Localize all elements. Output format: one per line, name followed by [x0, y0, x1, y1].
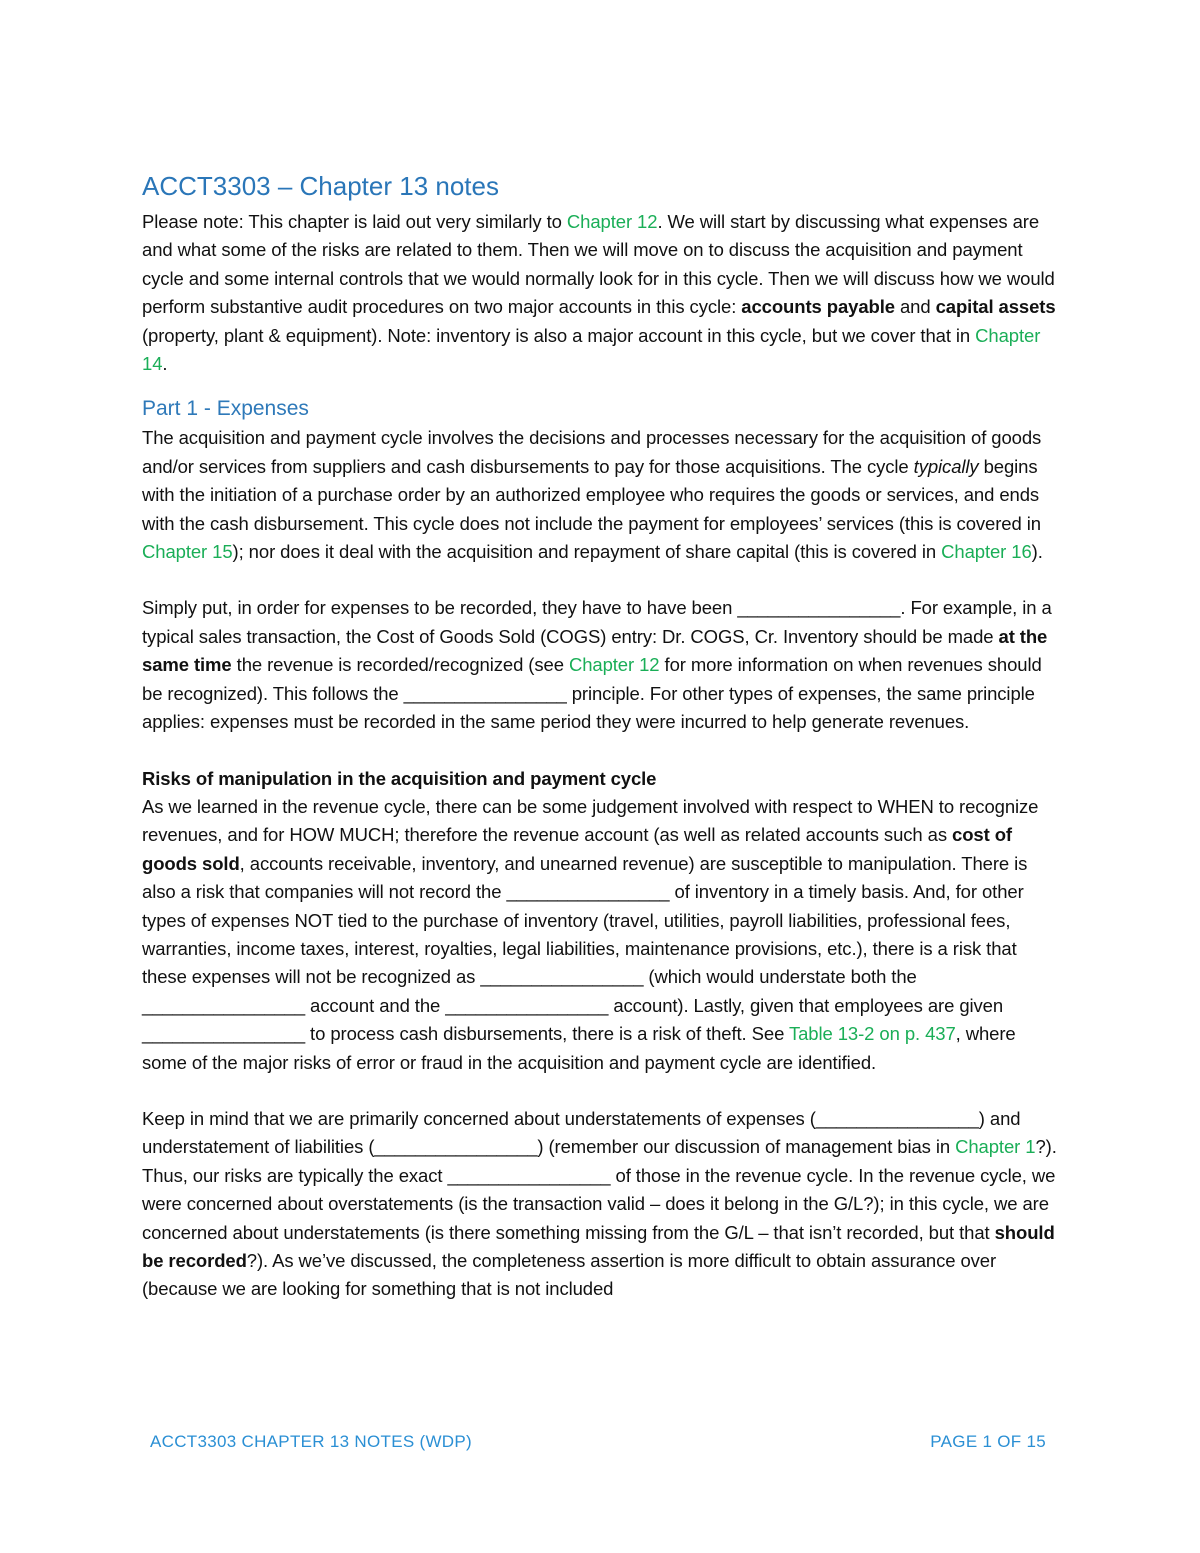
footer-document-title: ACCT3303 CHAPTER 13 NOTES (WDP) — [150, 1432, 472, 1451]
chapter-1-link[interactable]: Chapter 1 — [955, 1136, 1036, 1158]
text: Please note: This chapter is laid out very similarly to — [142, 211, 567, 232]
text: . We will start by discussing what expenses are and what some of the risks are related to them. Then we will move on to discuss the acquisition and payment cycle and some internal controls that we would normally look for in this cycle. Then we will discuss how we would perform substantive audit procedures on two major accounts in this cycle: — [142, 211, 1055, 318]
text: Simply put, in order for expenses to be recorded, they have to have been ________________. For example, in a typical sales transaction, the Cost of Goods Sold (COGS) entry: Dr. COGS, Cr. Inventory should be made — [142, 597, 1052, 647]
text: ?). As we’ve discussed, the completeness assertion is more difficult to obtain assurance over (because we are looking for something that is not included — [142, 1250, 997, 1300]
text: As we learned in the revenue cycle, there can be some judgement involved with respect to WHEN to recognize revenues, and for HOW MUCH; therefore the revenue account (as well as related accounts such as — [142, 795, 1039, 846]
page-content — [142, 168, 1062, 1304]
part-1-paragraph-2 — [142, 594, 1062, 736]
part-1-paragraph-1 — [142, 424, 1062, 566]
page-title: ACCT3303 – Chapter 13 notes — [142, 171, 499, 201]
text: ). — [1031, 541, 1043, 563]
bold-text: should be recorded — [142, 1221, 1055, 1271]
bold-text: at the same time — [142, 625, 1048, 676]
chapter-14-link[interactable]: Chapter 14 — [142, 324, 1041, 375]
text: the revenue is recorded/recognized (see — [231, 654, 569, 676]
part-1-heading: Part 1 - Expenses — [142, 397, 309, 421]
risks-heading: Risks of manipulation in the acquisition and payment cycle — [142, 767, 657, 789]
footer-page-number: PAGE 1 OF 15 — [930, 1432, 1046, 1451]
text: for more information on when revenues should be recognized). This follows the ________________ principle. For other types of expenses, the same principle applies: expenses must be recorded in the same period they were incurred to help generate revenues. — [142, 654, 1042, 733]
table-13-2-link[interactable]: Table 13-2 on p. 437 — [788, 1023, 956, 1045]
text: Keep in mind that we are primarily concerned about understatements of expenses (________________) and understatement of liabilities (________________) (remember our discussion of management bias in — [142, 1107, 1021, 1158]
chapter-16-link[interactable]: Chapter 16 — [941, 541, 1032, 563]
italic-text: typically — [913, 455, 979, 477]
chapter-12-link[interactable]: Chapter 12 — [568, 654, 660, 676]
risks-paragraph-2 — [142, 1105, 1062, 1304]
chapter-12-link[interactable]: Chapter 12 — [566, 211, 658, 232]
chapter-15-link[interactable]: Chapter 15 — [142, 541, 233, 563]
text: , accounts receivable, inventory, and unearned revenue) are susceptible to manipulation. There is also a risk that companies will not record the ________________ of inventory in a timely basis. And, for other types of expenses NOT tied to the purchase of inventory (travel, utilities, payroll liabilities, professional fees, warranties, income taxes, interest, royalties, legal liabilities, maintenance provisions, etc.), there is a risk that these expenses will not be recognized as ________________ (which would understate both the ________________ account and the ________________ account). Lastly, given that employees are given ________________ to process cash disbursements, there is a risk of theft. See — [142, 852, 1028, 1045]
bold-text: capital assets — [935, 296, 1056, 318]
page-footer — [150, 1432, 1046, 1452]
bold-text: cost of goods sold — [142, 824, 1012, 874]
text: (property, plant & equipment). Note: inventory is also a major account in this cycle, but we cover that in — [142, 324, 976, 346]
risks-paragraph-1 — [142, 793, 1062, 1077]
text: begins with the initiation of a purchase order by an authorized employee who requires the goods or services, and ends with the cash disbursement. This cycle does not include the payment for employees’ services (this is covered in — [142, 455, 1041, 534]
text: , where some of the major risks of error or fraud in the acquisition and payment cycle are identified. — [142, 1023, 1016, 1073]
text: The acquisition and payment cycle involves the decisions and processes necessary for the acquisition of goods and/or services from suppliers and cash disbursements to pay for those acquisitions. The cycle — [142, 427, 1042, 477]
text: . — [162, 353, 168, 375]
text: ?). Thus, our risks are typically the exact ________________ of those in the revenue cycle. In the revenue cycle, we were concerned about overstatements (is the transaction valid – does it belong in the G/L?); in this cycle, we are concerned about understatements (is there something missing from the G/L – that isn’t recorded, but that — [142, 1136, 1057, 1243]
bold-text: accounts payable — [741, 296, 895, 318]
text: and — [894, 296, 936, 318]
intro-paragraph — [142, 208, 1062, 378]
text: ); nor does it deal with the acquisition and repayment of share capital (this is covered in — [232, 541, 942, 563]
